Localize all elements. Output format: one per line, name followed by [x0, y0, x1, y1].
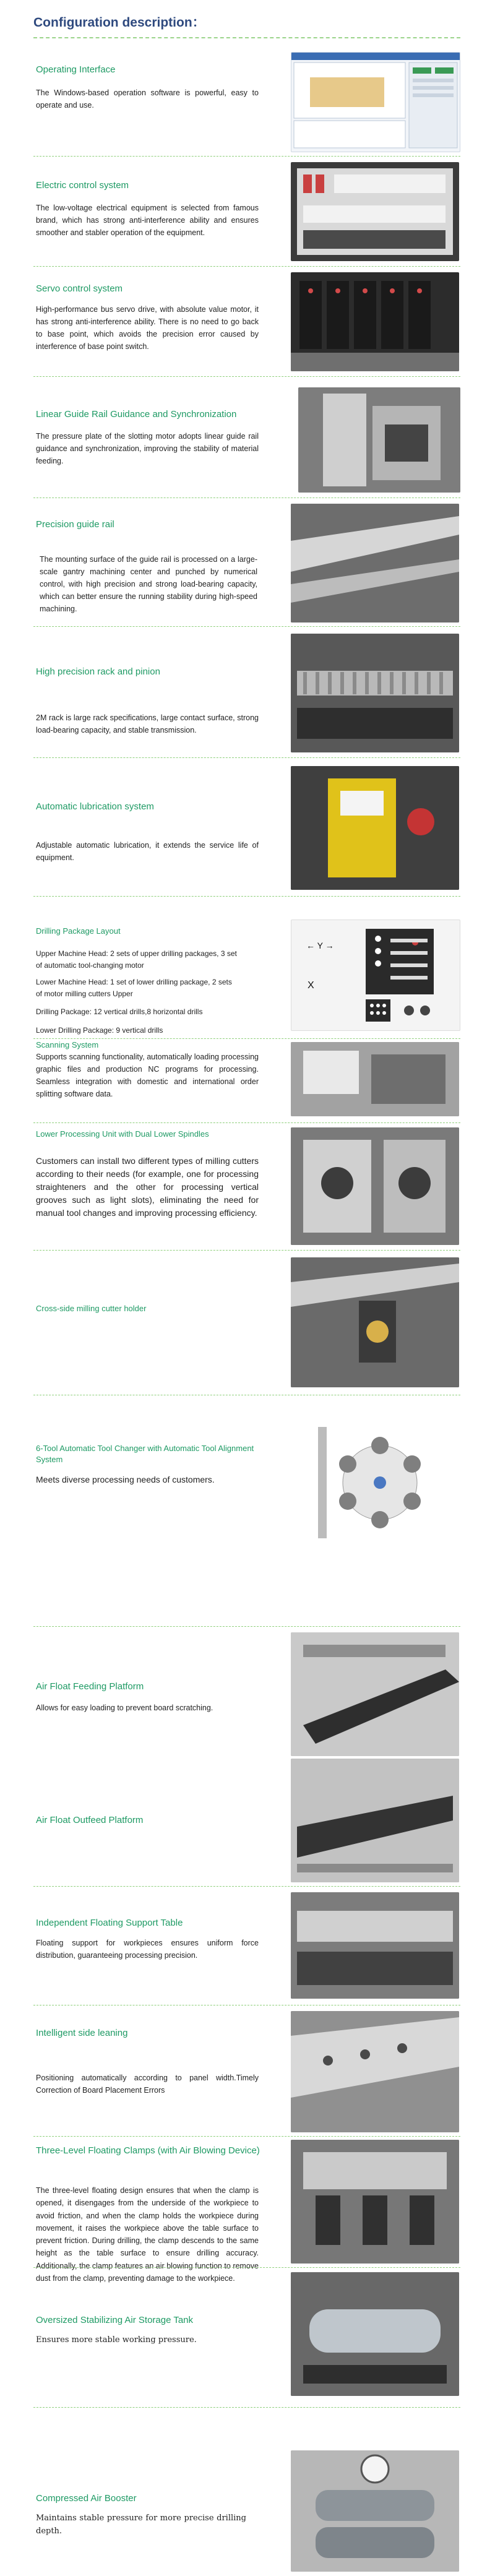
- section-text: Meets diverse processing needs of customers.: [36, 1475, 215, 1484]
- section-heading: Drilling Package Layout: [36, 926, 121, 936]
- section-heading: Electric control system: [36, 180, 129, 191]
- section-heading: Lower Processing Unit with Dual Lower Spindles: [36, 1129, 209, 1139]
- svg-text:← Y →: ← Y →: [306, 941, 334, 950]
- tool-changer-render: [293, 1421, 448, 1544]
- section-divider: [33, 376, 460, 377]
- section-heading: Compressed Air Booster: [36, 2493, 137, 2504]
- lubrication-pump-photo: [291, 766, 459, 890]
- section-heading: Three-Level Floating Clamps (with Air Blowing Device): [36, 2145, 260, 2156]
- section-divider: [33, 266, 460, 267]
- section-heading: Linear Guide Rail Guidance and Synchronization: [36, 409, 237, 420]
- title-divider: [33, 37, 460, 38]
- section-heading: High precision rack and pinion: [36, 666, 160, 677]
- section-text: Supports scanning functionality, automatically loading processing graphic files and production NC programs for processing. Seamless integration with domestic and international order splitting software data.: [36, 1053, 259, 1098]
- side-leaning-photo: [291, 2011, 459, 2132]
- section-divider: [33, 896, 460, 897]
- section-text: Customers can install two different types of milling cutters according to their needs (for example, one for processing straighteners and the other for processing vertical grooves such as light slots), eliminating the need for manual tool changes and improving processing efficiency.: [36, 1156, 259, 1218]
- section-divider: [33, 626, 460, 627]
- section-text: Floating support for workpieces ensures uniform force distribution, guaranteeing processing precision.: [36, 1939, 259, 1960]
- linear-guide-photo: [298, 387, 460, 493]
- section-heading: Oversized Stabilizing Air Storage Tank: [36, 2315, 194, 2325]
- section-heading: Air Float Outfeed Platform: [36, 1815, 144, 1825]
- section-text: High-performance bus servo drive, with absolute value motor, it has strong anti-interference ability. There is no need to go back to base point, which avoids the precision error caused by interference of base point switch.: [36, 305, 259, 351]
- air-float-feeding-photo: [291, 1632, 459, 1756]
- air-booster-photo: [291, 2450, 459, 2572]
- section-heading: 6-Tool Automatic Tool Changer with Automatic Tool Alignment System: [36, 1444, 254, 1464]
- cross-side-milling-photo: [291, 1257, 459, 1387]
- section-heading: Scanning System: [36, 1040, 99, 1049]
- section-text: Maintains stable pressure for more precise drilling depth.: [36, 2514, 246, 2536]
- drilling-line-upper: Upper Machine Head: 2 sets of upper drilling packages, 3 set of automatic tool-changing motor: [36, 949, 237, 970]
- lower-spindles-photo: [291, 1127, 459, 1245]
- section-text: Adjustable automatic lubrication, it extends the service life of equipment.: [36, 841, 259, 862]
- section-text: The three-level floating design ensures that when the clamp is opened, it disengages from the underside of the workpiece to avoid friction, and when the clamp holds the workpiece during movement, it raises the workpiece above the table surface to prevent friction. During drilling, the clamp descends to the same height as the table surface to ensure drilling accuracy. Additionally, the clamp features an air blowing function to remove dust from the clamp, preventing damage to the workpiece.: [36, 2186, 259, 2283]
- section-heading: Precision guide rail: [36, 519, 114, 530]
- section-divider: [33, 1122, 460, 1123]
- section-divider: [33, 1250, 460, 1251]
- drilling-line-lower-package: Lower Drilling Package: 9 vertical drills: [36, 1026, 163, 1035]
- scanning-system-photo: [291, 1042, 459, 1116]
- floating-clamps-photo: [291, 2140, 459, 2264]
- drilling-layout-diagram: [291, 920, 460, 1031]
- section-divider: [33, 156, 460, 157]
- section-heading: Intelligent side leaning: [36, 2028, 128, 2038]
- page-title: Configuration description：: [33, 15, 205, 30]
- diagram-x-label: X: [308, 980, 314, 991]
- section-text: 2M rack is large rack specifications, large contact surface, strong load-bearing capacity, and stable transmission.: [36, 713, 259, 734]
- section-heading: Operating Interface: [36, 64, 116, 75]
- section-heading: Air Float Feeding Platform: [36, 1681, 144, 1692]
- section-divider: [33, 2267, 460, 2268]
- section-text: The mounting surface of the guide rail is processed on a large-scale gantry machining center and punched by numerical control, with high precision and strong load-bearing capacity, which can better ensure the running stability during high-speed machining.: [40, 555, 257, 613]
- section-heading: Automatic lubrication system: [36, 801, 154, 812]
- floating-support-photo: [291, 1892, 459, 1999]
- section-divider: [33, 757, 460, 758]
- electric-cabinet-photo: [291, 162, 459, 261]
- section-heading: Independent Floating Support Table: [36, 1918, 183, 1928]
- section-divider: [33, 1886, 460, 1887]
- servo-drives-photo: [291, 272, 459, 371]
- rack-pinion-photo: [291, 634, 459, 752]
- section-text: The pressure plate of the slotting motor adopts linear guide rail guidance and synchronization, improving the stability of material feeding.: [36, 432, 259, 465]
- section-divider: [33, 2407, 460, 2408]
- air-tank-photo: [291, 2272, 459, 2396]
- section-text: The low-voltage electrical equipment is selected from famous brand, which has strong anti-interference ability and ensures smoother and stabler operation of the equipment.: [36, 204, 259, 237]
- section-text: The Windows-based operation software is powerful, easy to operate and use.: [36, 88, 259, 110]
- precision-guide-rail-photo: [291, 504, 459, 622]
- operating-interface-screenshot: [291, 52, 460, 152]
- air-float-outfeed-photo: [291, 1759, 459, 1882]
- section-divider: [33, 1038, 460, 1039]
- section-text: Ensures more stable working pressure.: [36, 2335, 197, 2345]
- section-divider: [33, 2136, 460, 2137]
- section-heading: Cross-side milling cutter holder: [36, 1304, 147, 1313]
- section-heading: Servo control system: [36, 283, 123, 294]
- section-text: Positioning automatically according to panel width.Timely Correction of Board Placement Errors: [36, 2074, 259, 2095]
- section-divider: [33, 1626, 460, 1627]
- drilling-line-package: Drilling Package: 12 vertical drills,8 horizontal drills: [36, 1007, 203, 1016]
- section-text: Allows for easy loading to prevent board scratching.: [36, 1704, 213, 1712]
- diagram-y-label: Y: [317, 941, 323, 950]
- drilling-line-lower: Lower Machine Head: 1 set of lower drilling package, 2 sets of motor milling cutters Upper: [36, 978, 232, 998]
